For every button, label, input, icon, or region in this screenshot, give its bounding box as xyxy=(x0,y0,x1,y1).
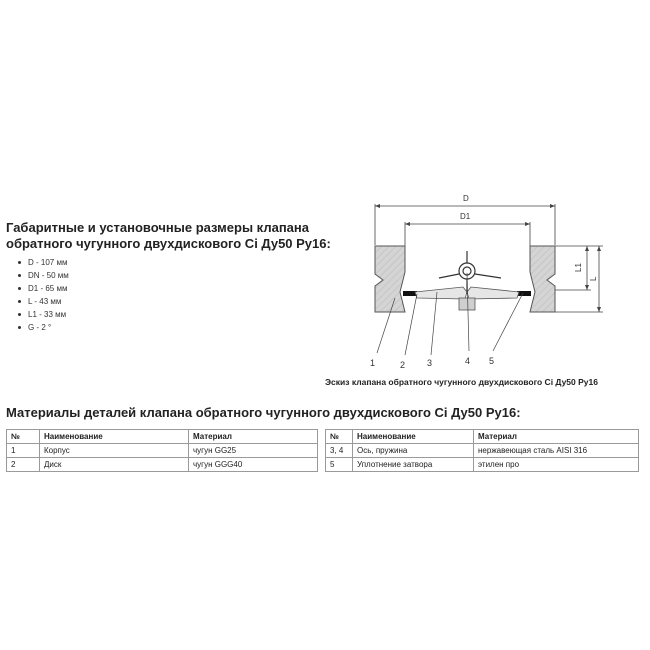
callout-2: 2 xyxy=(400,360,406,370)
column-header: Материал xyxy=(189,430,318,444)
table-cell: 2 xyxy=(7,458,40,472)
bullet-icon xyxy=(18,274,21,277)
materials-table-right xyxy=(325,429,639,472)
dimension-item: L - 43 мм xyxy=(18,295,69,308)
table-row xyxy=(7,458,318,472)
table-cell: 3, 4 xyxy=(326,444,353,458)
bullet-icon xyxy=(18,300,21,303)
table-header-row xyxy=(326,430,639,444)
dimensions-heading: Габаритные и установочные размеры клапана обратного чугунного двухдискового Ci Ду50 Ру16: xyxy=(6,220,331,251)
dimensions-list xyxy=(18,256,69,334)
bullet-icon xyxy=(18,261,21,264)
column-header: Наименование xyxy=(40,430,189,444)
dimension-label-l1: L1 xyxy=(574,263,583,272)
dimension-item: G - 2 ° xyxy=(18,321,69,334)
table-cell: 5 xyxy=(326,458,353,472)
dimension-item: L1 - 33 мм xyxy=(18,308,69,321)
dimension-item: DN - 50 мм xyxy=(18,269,69,282)
table-cell: Корпус xyxy=(40,444,189,458)
bullet-icon xyxy=(18,287,21,290)
valve-sketch xyxy=(355,188,615,373)
table-row xyxy=(326,444,639,458)
materials-heading: Материалы деталей клапана обратного чугунного двухдискового Ci Ду50 Ру16: xyxy=(6,405,521,420)
materials-table-left xyxy=(6,429,318,472)
dimension-label-d: D xyxy=(463,194,469,203)
table-row xyxy=(7,444,318,458)
dimension-label-l: L xyxy=(589,276,598,281)
table-cell: 1 xyxy=(7,444,40,458)
column-header: Материал xyxy=(474,430,639,444)
table-cell: Диск xyxy=(40,458,189,472)
callout-1: 1 xyxy=(370,358,376,368)
table-cell: этилен про xyxy=(474,458,639,472)
callout-4: 4 xyxy=(465,356,471,366)
table-header-row xyxy=(7,430,318,444)
dimension-label-d1: D1 xyxy=(460,212,471,221)
bullet-icon xyxy=(18,313,21,316)
callout-3: 3 xyxy=(427,358,433,368)
column-header: № xyxy=(326,430,353,444)
callout-5: 5 xyxy=(489,356,495,366)
column-header: № xyxy=(7,430,40,444)
table-cell: Ось, пружина xyxy=(353,444,474,458)
table-cell: Уплотнение затвора xyxy=(353,458,474,472)
table-row xyxy=(326,458,639,472)
column-header: Наименование xyxy=(353,430,474,444)
table-cell: нержавеющая сталь AISI 316 xyxy=(474,444,639,458)
dimension-item: D1 - 65 мм xyxy=(18,282,69,295)
dimension-item: D - 107 мм xyxy=(18,256,69,269)
sketch-caption: Эскиз клапана обратного чугунного двухдискового Ci Ду50 Ру16 xyxy=(325,377,598,387)
table-cell: чугун GG25 xyxy=(189,444,318,458)
spring xyxy=(439,251,501,294)
table-cell: чугун GGG40 xyxy=(189,458,318,472)
bullet-icon xyxy=(18,326,21,329)
